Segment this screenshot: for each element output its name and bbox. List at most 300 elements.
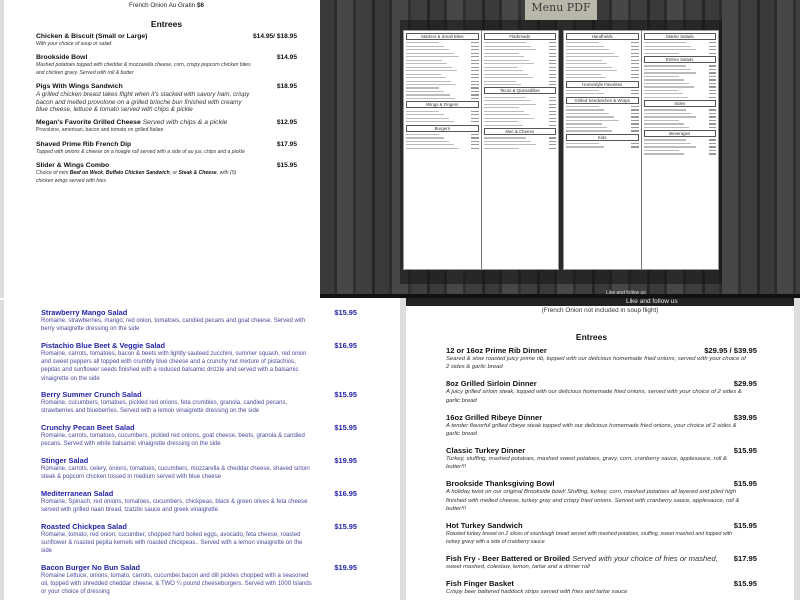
menu-line-placeholder: [484, 67, 518, 68]
menu-price-placeholder: [471, 81, 478, 82]
menu-section-header: Handhelds: [566, 33, 639, 40]
menu-price-placeholder: [631, 120, 638, 121]
salad-list: [41, 308, 357, 597]
menu-line-placeholder: [484, 100, 531, 101]
menu-line-placeholder: [406, 42, 439, 43]
menu-pdf-page-2[interactable]: [563, 30, 719, 270]
menu-price-placeholder: [471, 98, 478, 99]
item-title: [36, 119, 251, 127]
menu-price-placeholder: [471, 56, 478, 57]
item-price: $14.95: [276, 54, 297, 62]
menu-pdf-label[interactable]: Menu PDF: [525, 0, 597, 20]
item-title: [36, 141, 251, 149]
menu-line-placeholder: [644, 123, 685, 124]
menu-price-placeholder: [549, 49, 556, 50]
description-part: , or: [169, 170, 179, 177]
menu-line-placeholder: [406, 46, 444, 47]
item-title: [41, 423, 357, 432]
menu-section-header: Burgers: [406, 125, 479, 132]
item-description: Romaine, carrots, tomatoes, cucumbers, pickled red onions, goat cheese, beets, granola & candied pecans. Served with white balsamic vinaigrette dressing on the side: [41, 433, 305, 448]
menu-price-placeholder: [471, 63, 478, 64]
menu-price-placeholder: [709, 76, 716, 77]
menu-line-placeholder: [484, 70, 523, 71]
menu-line-placeholder: [406, 67, 452, 68]
menu-price-placeholder: [549, 97, 556, 98]
item-price: $15.95: [733, 479, 757, 489]
menu-price-placeholder: [549, 141, 556, 142]
item-title: [41, 456, 357, 465]
item-name: Strawberry Mango Salad: [41, 308, 128, 317]
menu-price-placeholder: [709, 49, 716, 50]
menu-pdf-page-1[interactable]: [403, 30, 559, 270]
menu-price-placeholder: [709, 146, 716, 147]
menu-price-placeholder: [709, 143, 716, 144]
menu-line-placeholder: [484, 84, 522, 85]
menu-item: [41, 390, 357, 415]
menu-price-placeholder: [549, 104, 556, 105]
menu-price-placeholder: [549, 114, 556, 115]
item-price: $18.95: [276, 83, 297, 91]
menu-price-placeholder: [631, 49, 638, 50]
item-description: Roasted turkey breast on 2 slices of sourdough bread served with mashed potatoes, stuffing, sweet mashed and topped with turkey gravy with a side of cranberry sauce: [446, 530, 733, 546]
menu-price-placeholder: [549, 144, 556, 145]
menu-item: [36, 162, 297, 185]
menu-line-placeholder: [406, 148, 459, 149]
menu-line-placeholder: [644, 53, 680, 54]
menu-section-header: Beverages: [644, 130, 717, 137]
menu-price-placeholder: [709, 83, 716, 84]
item-description: Seared & slow roasted juicy prime rib, topped with our delicious homemade fried onions, served with your choice of 2 sides & garlic bread: [446, 356, 746, 371]
menu-price-placeholder: [549, 100, 556, 101]
item-price: $15.95: [733, 520, 757, 530]
item-title: [41, 308, 357, 317]
menu-line-placeholder: [406, 118, 449, 119]
menu-line-placeholder: [406, 53, 454, 54]
item-description: Romaine, carrots, tomatoes, bacon & beets with lightly sauteed zucchini, summer squash, red onion and sweet peppers all topped with crumbly blue cheese and a crunchy nut mixture of pistachios, pepitas and sunflower seeds finished with a reduced balsamic drizzle and served with a balsamic vinaigrette on the side: [41, 350, 307, 382]
menu-line-placeholder: [566, 60, 602, 61]
item-name: Hot Turkey Sandwich: [446, 520, 523, 530]
item-description: A holiday twist on our original Brookside bowl! Stuffing, turkey, corn, mashed potatoes all layered and piled high finished with melted cheese, turkey gray and crispy fried onions. Served with cranberry sauce, applesauce, roll & butter!!!: [446, 489, 740, 513]
menu-line-placeholder: [484, 111, 525, 112]
menu-price-placeholder: [471, 137, 478, 138]
menu-line-placeholder: [484, 114, 530, 115]
menu-line-placeholder: [644, 93, 683, 94]
section-title: Entrees: [150, 19, 183, 29]
menu-price-placeholder: [549, 148, 556, 149]
menu-line-placeholder: [566, 42, 599, 43]
menu-column: [404, 31, 481, 269]
item-description: Romaine Lettuce, onions, tomato, carrots, cucumber,bacon and dill pickles chopped with a seasoned oil, topped with shredded cheddar cheese, & TWO ¼ pound cheeseburgers. Served with 1000 Islands or your choice of dressing: [41, 572, 312, 596]
item-title: [41, 341, 357, 350]
menu-price-placeholder: [631, 90, 638, 91]
item-description: Provolone, american, bacon and tomato on grilled Italian: [36, 127, 164, 134]
item-price: $15.95: [334, 308, 357, 317]
menu-price-placeholder: [709, 113, 716, 114]
menu-line-placeholder: [484, 118, 535, 119]
item-name: Megan's Favorite Grilled Cheese: [36, 119, 141, 127]
menu-price-placeholder: [709, 79, 716, 80]
menu-price-placeholder: [471, 118, 478, 119]
menu-column: [564, 31, 641, 269]
menu-line-placeholder: [484, 53, 520, 54]
item-name: Classic Turkey Dinner: [446, 445, 526, 455]
item-name: Shaved Prime Rib French Dip: [36, 140, 132, 148]
menu-item: [41, 341, 357, 383]
menu-price-placeholder: [549, 121, 556, 122]
item-name: Fish Fry - Beer Battered or Broiled: [446, 554, 571, 564]
menu-price-placeholder: [709, 120, 716, 121]
menu-price-placeholder: [471, 134, 478, 135]
menu-item: [446, 446, 757, 472]
menu-line-placeholder: [406, 60, 442, 61]
menu-item: [446, 521, 757, 547]
menu-line-placeholder: [484, 125, 523, 126]
menu-section-header: Homestyle Favorites: [566, 81, 639, 88]
menu-price-placeholder: [631, 116, 638, 117]
menu-line-placeholder: [644, 116, 696, 117]
menu-price-placeholder: [549, 60, 556, 61]
menu-pdf-panel: [320, 0, 800, 298]
item-price: $19.95: [334, 562, 357, 572]
menu-item: [41, 489, 357, 514]
menu-price-placeholder: [709, 116, 716, 117]
menu-item: [41, 456, 357, 481]
menu-line-placeholder: [406, 56, 459, 57]
menu-item: [41, 522, 357, 556]
menu-section-header: Kids: [566, 134, 639, 141]
menu-line-placeholder: [566, 116, 614, 117]
item-inline-note: Served with your choice of fries or mashed,: [572, 554, 718, 564]
item-name: Berry Summer Crunch Salad: [41, 390, 142, 400]
menu-line-placeholder: [566, 113, 609, 114]
menu-price-placeholder: [471, 49, 478, 50]
item-title: [41, 390, 357, 399]
menu-price-placeholder: [631, 127, 638, 128]
item-price: $15.95: [733, 445, 757, 455]
menu-item: [446, 554, 757, 571]
menu-line-placeholder: [484, 144, 536, 145]
menu-line-placeholder: [566, 120, 619, 121]
menu-section-header: Mac & Cheese: [484, 128, 557, 135]
item-price: $17.95: [733, 554, 757, 564]
menu-line-placeholder: [644, 86, 695, 87]
menu-line-placeholder: [644, 42, 686, 43]
menu-price-placeholder: [709, 97, 716, 98]
menu-price-placeholder: [549, 84, 556, 85]
item-title: [446, 579, 757, 588]
menu-price-placeholder: [631, 53, 638, 54]
menu-item: [41, 308, 357, 333]
menu-line-placeholder: [566, 130, 612, 131]
menu-price-placeholder: [631, 143, 638, 144]
menu-price-placeholder: [709, 69, 716, 70]
soup-line: [36, 2, 297, 9]
menu-line-placeholder: [406, 49, 449, 50]
item-description: Romaine, tomato, red onion, cucumber, chopped hard boiled eggs, avocado, feta cheese, roasted sunflower & roasted pepita kernels with roasted chickpeas.. Served with a lemon vinaigrette on the side: [41, 531, 303, 555]
menu-line-placeholder: [644, 150, 680, 151]
menu-line-placeholder: [484, 97, 526, 98]
menu-price-placeholder: [549, 107, 556, 108]
menu-line-placeholder: [644, 109, 686, 110]
menu-line-placeholder: [406, 94, 450, 95]
menu-price-placeholder: [471, 53, 478, 54]
menu-line-placeholder: [566, 127, 607, 128]
item-price: $15.95: [276, 162, 297, 170]
menu-line-placeholder: [484, 104, 536, 105]
item-price: $39.95: [733, 412, 757, 422]
item-price: $15.95: [733, 579, 757, 589]
menu-price-placeholder: [709, 153, 716, 154]
item-name: Mediterranean Salad: [41, 488, 114, 498]
menu-section-header: Sides: [644, 100, 717, 107]
menu-line-placeholder: [484, 141, 531, 142]
menu-price-placeholder: [471, 148, 478, 149]
menu-line-placeholder: [566, 143, 599, 144]
menu-line-placeholder: [566, 63, 607, 64]
menu-price-placeholder: [709, 65, 716, 66]
menu-line-placeholder: [566, 70, 617, 71]
menu-price-placeholder: [631, 63, 638, 64]
menu-line-placeholder: [484, 60, 530, 61]
menu-price-placeholder: [631, 46, 638, 47]
menu-line-placeholder: [406, 87, 439, 88]
item-name: Slider & Wings Combo: [36, 162, 110, 170]
item-name: Crunchy Pecan Beet Salad: [41, 423, 135, 433]
menu-line-placeholder: [406, 141, 449, 142]
menu-item: [446, 379, 757, 405]
menu-line-placeholder: [566, 90, 599, 91]
item-description: sweet mashed, coleslaw, lemon, tartar and a dinner roll: [446, 564, 590, 571]
menu-line-placeholder: [566, 53, 614, 54]
menu-price-placeholder: [549, 67, 556, 68]
menu-price-placeholder: [549, 81, 556, 82]
menu-line-placeholder: [644, 69, 691, 70]
menu-price-placeholder: [471, 91, 478, 92]
menu-price-placeholder: [631, 74, 638, 75]
menu-line-placeholder: [644, 79, 685, 80]
menu-section-header: Flatbreads: [484, 33, 557, 40]
menu-price-placeholder: [709, 86, 716, 87]
item-name: Stinger Salad: [41, 456, 89, 466]
menu-line-placeholder: [566, 106, 599, 107]
menu-price-placeholder: [471, 67, 478, 68]
menu-item: [36, 141, 297, 156]
menu-item: [36, 33, 297, 48]
item-description: Romaine, cucumbers, tomatoes, pickled red onions, feta crumbles, granola, candied pecans, strawberries and blueberries. Served with a lemon vinaigrette dressing on the side: [41, 400, 288, 415]
footer-bar: [400, 298, 800, 306]
item-title: [36, 54, 251, 62]
menu-price-placeholder: [709, 90, 716, 91]
menu-price-placeholder: [631, 77, 638, 78]
menu-price-placeholder: [471, 111, 478, 112]
menu-panel-entrees-bottom-right: [400, 298, 800, 600]
menu-price-placeholder: [709, 139, 716, 140]
menu-line-placeholder: [566, 123, 602, 124]
item-description: Mashed potatoes topped with cheddar & mozzarella cheese, corn, crispy popcorn chicken bites and chicken gravy. Served with roll & butter: [36, 62, 251, 76]
menu-line-placeholder: [484, 81, 517, 82]
menu-line-placeholder: [406, 84, 456, 85]
menu-price-placeholder: [471, 121, 478, 122]
menu-item: [446, 346, 757, 372]
menu-line-placeholder: [484, 148, 520, 149]
menu-item: [446, 479, 757, 513]
menu-price-placeholder: [709, 93, 716, 94]
menu-price-placeholder: [709, 53, 716, 54]
menu-price-placeholder: [471, 60, 478, 61]
menu-line-placeholder: [406, 70, 457, 71]
menu-line-placeholder: [644, 146, 696, 147]
item-price: $14.95/ $18.95: [253, 33, 297, 40]
menu-price-placeholder: [471, 114, 478, 115]
menu-price-placeholder: [471, 42, 478, 43]
description-part: , with (5) chicken wings served with fries: [36, 170, 237, 184]
menu-line-placeholder: [644, 120, 680, 121]
menu-line-placeholder: [644, 49, 696, 50]
item-title: [41, 489, 357, 498]
menu-line-placeholder: [566, 74, 601, 75]
item-name: Brookside Bowl: [36, 54, 88, 62]
item-name: Fish Finger Basket: [446, 579, 514, 589]
item-price: $16.95: [334, 488, 357, 498]
menu-line-placeholder: [644, 113, 691, 114]
item-title: [446, 446, 757, 455]
item-description: Turkey, stuffing, mashed potatoes, mashed sweet potatoes, gravy, corn, cranberry sauce, applesauce, roll & butter!!!: [446, 455, 727, 471]
menu-price-placeholder: [471, 141, 478, 142]
menu-line-placeholder: [566, 77, 606, 78]
item-title: [446, 554, 757, 563]
item-price: $15.95: [334, 521, 357, 531]
menu-line-placeholder: [644, 76, 680, 77]
item-name: 8oz Grilled Sirloin Dinner: [446, 379, 537, 389]
item-description: Romaine, Spinach, red onions, tomatoes, cucumbers, chickpeas, black & green olives & feta cheese served with grilled naan bread, tzatziki sauce and greek vinaigrette: [41, 498, 308, 514]
item-price: $16.95: [334, 340, 357, 350]
menu-line-placeholder: [406, 111, 439, 112]
menu-price-placeholder: [549, 74, 556, 75]
item-price: $15.95: [334, 423, 357, 433]
menu-price-placeholder: [549, 137, 556, 138]
menu-price-placeholder: [471, 70, 478, 71]
follow-us-link[interactable]: Like and follow us: [626, 298, 678, 305]
menu-price-placeholder: [471, 46, 478, 47]
menu-line-placeholder: [566, 93, 604, 94]
item-price: $17.95: [276, 140, 297, 148]
item-price: $29.95 / $39.95: [704, 346, 757, 355]
item-title: [41, 522, 357, 531]
menu-line-placeholder: [566, 56, 619, 57]
menu-line-placeholder: [566, 67, 612, 68]
menu-line-placeholder: [644, 127, 690, 128]
menu-line-placeholder: [566, 109, 604, 110]
menu-price-placeholder: [549, 42, 556, 43]
item-price: $15.95: [334, 390, 357, 400]
menu-price-placeholder: [631, 123, 638, 124]
item-title: [446, 413, 757, 422]
item-description: A tender flavorful grilled ribeye steak topped with our delicious homemade fried onions, your choice of 2 sides & garlic bread: [446, 422, 737, 438]
menu-column: [641, 31, 719, 269]
item-name: Pistachio Blue Beet & Veggie Salad: [41, 340, 166, 350]
menu-line-placeholder: [484, 49, 536, 50]
menu-price-placeholder: [549, 77, 556, 78]
description-part: Beef on Weck: [69, 170, 104, 177]
menu-item: [446, 579, 757, 596]
item-title: [36, 162, 251, 170]
item-title: [41, 563, 357, 572]
menu-item: [41, 423, 357, 448]
menu-item: [41, 563, 357, 597]
menu-line-placeholder: [566, 49, 609, 50]
description-part: ,: [103, 170, 106, 177]
menu-panel-salads: [0, 300, 400, 600]
item-name: Bacon Burger No Bun Salad: [41, 562, 140, 572]
menu-price-placeholder: [709, 72, 716, 73]
menu-line-placeholder: [484, 121, 518, 122]
menu-price-placeholder: [471, 74, 478, 75]
item-name: Brookside Thanksgiving Bowl: [446, 479, 555, 489]
follow-us-link[interactable]: Like and follow us: [606, 290, 646, 296]
menu-price-placeholder: [631, 67, 638, 68]
menu-item: [446, 413, 757, 439]
menu-price-placeholder: [631, 106, 638, 107]
item-price: $19.95: [334, 456, 357, 466]
menu-line-placeholder: [406, 121, 454, 122]
item-description: Topped with onions & cheese on a hoagie roll served with a side of au jus, chips and a pickle: [36, 148, 245, 155]
item-name: Roasted Chickpea Salad: [41, 521, 127, 531]
item-title: [446, 379, 757, 388]
entree-list: [36, 33, 297, 185]
menu-line-placeholder: [566, 146, 604, 147]
description-part: Choice of mini: [36, 170, 70, 177]
menu-line-placeholder: [406, 77, 446, 78]
menu-price-placeholder: [471, 144, 478, 145]
item-description: A grilled chicken breast takes flight when it's stacked with savory ham, crispy bacon and melted provolone on a grilled brioche bun finished with creamy blue cheese, lettuce & tomato served with chips & pickle: [36, 91, 250, 114]
menu-line-placeholder: [406, 91, 444, 92]
menu-price-placeholder: [631, 42, 638, 43]
menu-price-placeholder: [549, 125, 556, 126]
menu-line-placeholder: [484, 107, 520, 108]
description-part: Steak & Cheese: [178, 170, 217, 177]
item-description: A juicy grilled sirloin steak, topped with our delicious homemade fried onions, served with your choice of 2 sides & garlic bread: [446, 389, 742, 404]
item-description: With your choice of soup or salad: [36, 41, 112, 47]
menu-price-placeholder: [549, 53, 556, 54]
menu-item: [36, 54, 297, 77]
menu-price-placeholder: [709, 123, 716, 124]
menu-line-placeholder: [644, 83, 690, 84]
menu-price-placeholder: [631, 70, 638, 71]
entree-list: [446, 346, 757, 597]
menu-price-placeholder: [631, 113, 638, 114]
menu-item: [36, 119, 297, 134]
menu-section-header: Starter Salads: [644, 33, 717, 40]
item-price: $29.95: [733, 379, 757, 389]
item-description: [36, 170, 251, 185]
menu-line-placeholder: [644, 153, 685, 154]
menu-price-placeholder: [549, 70, 556, 71]
menu-line-placeholder: [406, 114, 444, 115]
menu-panel-entrees-top-left: [0, 0, 320, 298]
menu-section-header: Grilled Sandwiches & Wraps: [566, 97, 639, 104]
menu-line-placeholder: [406, 74, 441, 75]
menu-line-placeholder: [406, 134, 439, 135]
menu-line-placeholder: [484, 77, 533, 78]
menu-line-placeholder: [644, 72, 696, 73]
menu-price-placeholder: [471, 94, 478, 95]
item-description: Crispy beer battered haddock strips served with fries and tartar sauce: [446, 589, 628, 596]
menu-price-placeholder: [709, 150, 716, 151]
menu-price-placeholder: [631, 130, 638, 131]
soup-name: French Onion Au Gratin: [129, 2, 196, 9]
menu-line-placeholder: [644, 90, 678, 91]
menu-price-placeholder: [471, 84, 478, 85]
